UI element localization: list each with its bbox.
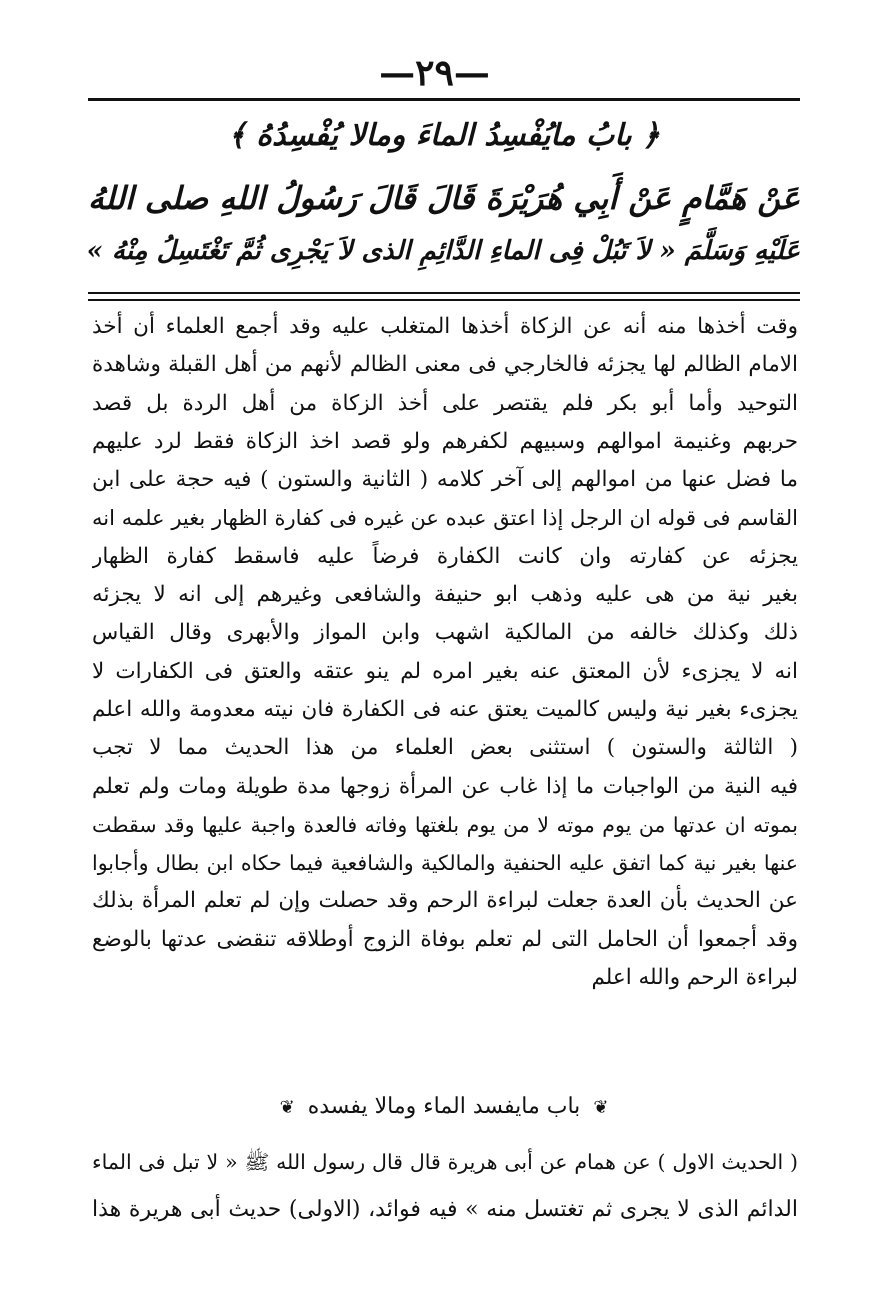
text-line: حربهم وغنيمة اموالهم وسبيهم لكفرهم ولو قصد اخذ الزكاة فقط لرد عليهم (92, 428, 798, 454)
text-line: وقد أجمعوا أن الحامل التى لم تعلم بوفاة الزوج أوطلاقه تنقضى عدتها بالوضع (92, 926, 798, 952)
text-line: عنها بغير نية كما اتفق عليه الحنفية والمالكية والشافعية فيما حكاه ابن بطال وأجابوا (92, 851, 798, 876)
text-line: ذلك وكذلك خالفه من المالكية اشهب وابن المواز والأبهرى وقال القياس (92, 620, 798, 646)
text-line: ( الحديث الاول ) عن همام عن أبى هريرة قال قال رسول الله ﷺ « لا تبل فى الماء (92, 1150, 798, 1174)
top-rule (88, 98, 800, 101)
text-line: يجزئه عن كفارته وان كانت الكفارة فرضاً عليه فاسقط كفارة الظهار (92, 543, 798, 569)
text-line: عن الحديث بأن العدة جعلت لبراءة الرحم وقد حصلت وإن لم تعلم المرأة بذلك (92, 888, 798, 914)
ornament-left-icon: ❦ (279, 1097, 295, 1118)
text-line: ما فضل عنها من اموالهم إلى آخر كلامه ( الثانية والستون ) فيه حجة على ابن (92, 467, 798, 493)
section-heading (88, 1094, 800, 1119)
section-heading-text: باب مايفسد الماء ومالا يفسده (307, 1094, 581, 1119)
ornament-right-icon: ❦ (593, 1097, 609, 1118)
text-line: لبراءة الرحم والله اعلم (591, 965, 798, 991)
hadith-line-2: عَلَيْهِ وَسَلَّمَ « لاَ تَبُلْ فِى الماءِ الدَّائِمِ الذى لاَ يَجْرِى ثُمَّ تَغْتَسِلُ مِنْهُ » (86, 236, 800, 266)
double-rule-top (88, 292, 800, 294)
text-line: ( الثالثة والستون ) استثنى بعض العلماء من هذا الحديث مما لا تجب (92, 735, 798, 761)
sharh-body (92, 1138, 798, 1234)
hadith-line-1: عَنْ هَمَّامٍ عَنْ أَبِي هُرَيْرَةَ قَالَ قَالَ رَسُولُ اللهِ صلى اللهُ (88, 180, 800, 217)
text-line: التوحيد وأما أبو بكر فلم يقتصر على أخذ الزكاة من أهل الردة بل قصد (92, 390, 798, 416)
text-line: يجزىء بغير نية وليس كالميت يعتق عنه فى الكفارة فان نيته معدومة والله اعلم (92, 696, 798, 722)
chapter-title: ﴿ بابُ مايُفْسِدُ الماءَ ومالا يُفْسِدُهُ ﴾ (228, 118, 660, 153)
text-line: الامام الظالم لها يجزئه فالخارجي فى معنى الظالم لأنهم من أهل القبلة وشاهدة (92, 352, 798, 378)
text-line: القاسم فى قوله ان الرجل إذا اعتق عبده عن غيره فى كفارة الظهار بغير علمه انه (92, 506, 798, 531)
text-line: الدائم الذى لا يجرى ثم تغتسل منه » فيه فوائد، (الاولى) حديث أبى هريرة هذا (92, 1197, 798, 1222)
page-number: —٢٩— (379, 52, 490, 94)
text-line: بموته ان عدتها من يوم موته لا من يوم بلغتها وفاته فالعدة واجبة عليها وقد سقطت (92, 812, 798, 837)
text-line: فيه النية من الواجبات ما إذا غاب عن المرأة زوجها مدة طويلة ومات ولم تعلم (92, 773, 798, 799)
text-line: انه لا يجزىء لأن المعتق عنه بغير امره لم ينو عتقه والعتق فى الكفارات لا (92, 658, 798, 684)
text-line: وقت أخذها منه أنه عن الزكاة أخذها المتغلب عليه وقد أجمع العلماء أن أخذ (92, 314, 798, 339)
text-line: بغير نية من هى عليه وذهب ابو حنيفة والشافعى وغيرهم إلى انه لا يجزئه (92, 582, 798, 608)
double-rule-bottom (88, 299, 800, 301)
commentary-body (92, 308, 798, 997)
